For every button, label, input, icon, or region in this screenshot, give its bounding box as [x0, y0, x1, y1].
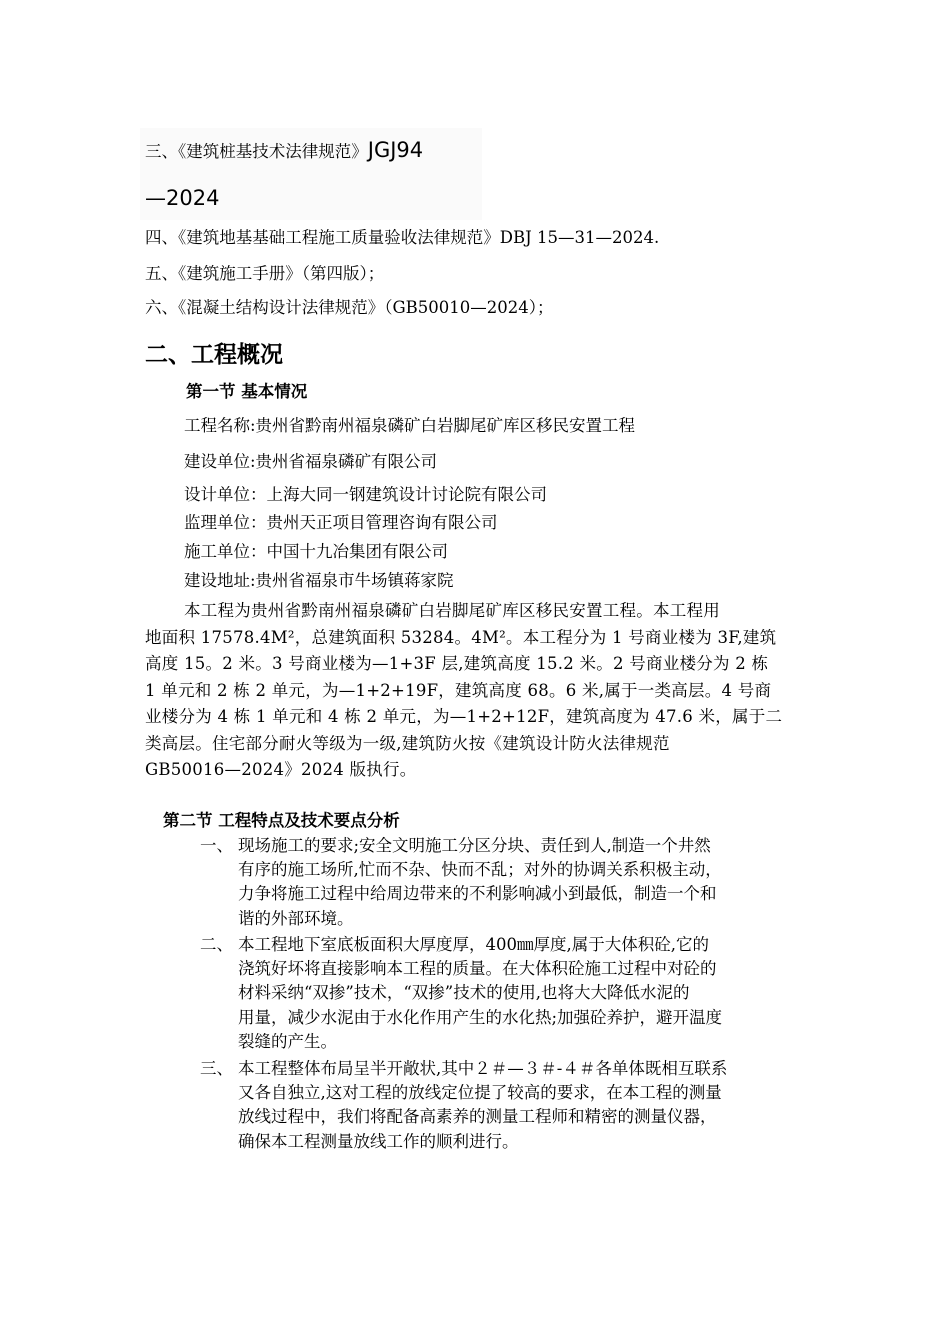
section-title: 二、工程概况 — [145, 342, 283, 368]
design-unit: 设计单位：上海大同一钢建筑设计讨论院有限公司 — [184, 485, 547, 504]
feature-item-line: 本工程地下室底板面积大厚度厚，400㎜厚度,属于大体积砼,它的 — [238, 935, 709, 954]
feature-item-line: 材料采纳“双掺”技术，“双掺”技术的使用,也将大大降低水泥的 — [238, 983, 690, 1003]
reference-item-3 — [145, 139, 423, 163]
construction-unit: 施工单位：中国十九冶集团有限公司 — [184, 542, 448, 561]
supervision-unit: 监理单位：贵州天正项目管理咨询有限公司 — [184, 513, 498, 532]
description-line: 业楼分为 4 栋 1 单元和 4 栋 2 单元，为—1+2+12F，建筑高度为 47.6 米，属于二 — [145, 707, 783, 726]
reference-item-6: 六、《混凝土结构设计法律规范》（GB50010—2024）； — [145, 298, 554, 317]
description-line: 地面积 17578.4M²，总建筑面积 53284。4M²。本工程分为 1 号商业楼为 3F,建筑 — [145, 627, 777, 647]
features-heading: 第二节 工程特点及技术要点分析 — [163, 811, 400, 830]
description-line: 高度 15。2 米。3 号商业楼为—1+3F 层,建筑高度 15.2 米。2 号商业楼分为 2 栋 — [145, 654, 769, 673]
feature-item-line: 又各自独立,这对工程的放线定位提了较高的要求，在本工程的测量 — [238, 1083, 722, 1103]
feature-item-line: 本工程整体布局呈半开敞状,其中２＃—３＃-４＃各单体既相互联系 — [238, 1059, 728, 1078]
owner-unit: 建设单位:贵州省福泉磷矿有限公司 — [184, 452, 438, 471]
reference-item-4: 四、《建筑地基基础工程施工质量验收法律规范》DBJ 15—31—2024. — [145, 228, 660, 247]
reference-item-3-year: —2024 — [145, 186, 220, 210]
feature-item-line: 裂缝的产生。 — [238, 1031, 337, 1051]
feature-item-number: 一、 — [200, 836, 233, 855]
feature-item-line: 有序的施工场所,忙而不杂、快而不乱；对外的协调关系积极主动， — [238, 860, 722, 880]
project-description — [145, 598, 782, 784]
feature-item-line: 用量，减少水泥由于水化作用产生的水化热;加强砼养护，避开温度 — [238, 1007, 723, 1027]
feature-item-line: 力争将施工过程中给周边带来的不利影响减小到最低，制造一个和 — [238, 884, 717, 904]
project-name: 工程名称:贵州省黔南州福泉磷矿白岩脚尾矿库区移民安置工程 — [184, 416, 636, 435]
reference-item-5: 五、《建筑施工手册》（第四版）； — [145, 264, 385, 283]
feature-item-line: 现场施工的要求;安全文明施工分区分块、责任到人,制造一个井然 — [238, 836, 711, 855]
feature-item-line: 谐的外部环境。 — [238, 908, 354, 928]
reference-item-3-code: JGJ94 — [367, 138, 424, 162]
reference-item-3-title: 三、《建筑桩基技术法律规范》 — [145, 142, 368, 161]
feature-item-line: 确保本工程测量放线工作的顺利进行。 — [238, 1131, 519, 1151]
feature-item-number: 二、 — [200, 935, 233, 954]
description-line: 1 单元和 2 栋 2 单元，为—1+2+19F，建筑高度 68。6 米,属于一类高层。4 号商 — [145, 680, 772, 700]
feature-item-line: 放线过程中，我们将配备高素养的测量工程师和精密的测量仪器， — [238, 1107, 717, 1127]
feature-item-number: 三、 — [200, 1059, 233, 1078]
description-line: GB50016—2024》2024 版执行。 — [145, 760, 417, 779]
description-line: 类高层。住宅部分耐火等级为一级,建筑防火按《建筑设计防火法律规范 — [145, 733, 670, 753]
description-line: 本工程为贵州省黔南州福泉磷矿白岩脚尾矿库区移民安置工程。本工程用 — [184, 601, 720, 620]
construction-address: 建设地址:贵州省福泉市牛场镇蒋家院 — [184, 571, 454, 590]
basic-info-heading: 第一节 基本情况 — [186, 382, 308, 401]
feature-item-line: 浇筑好坏将直接影响本工程的质量。在大体积砼施工过程中对砼的 — [238, 959, 717, 979]
